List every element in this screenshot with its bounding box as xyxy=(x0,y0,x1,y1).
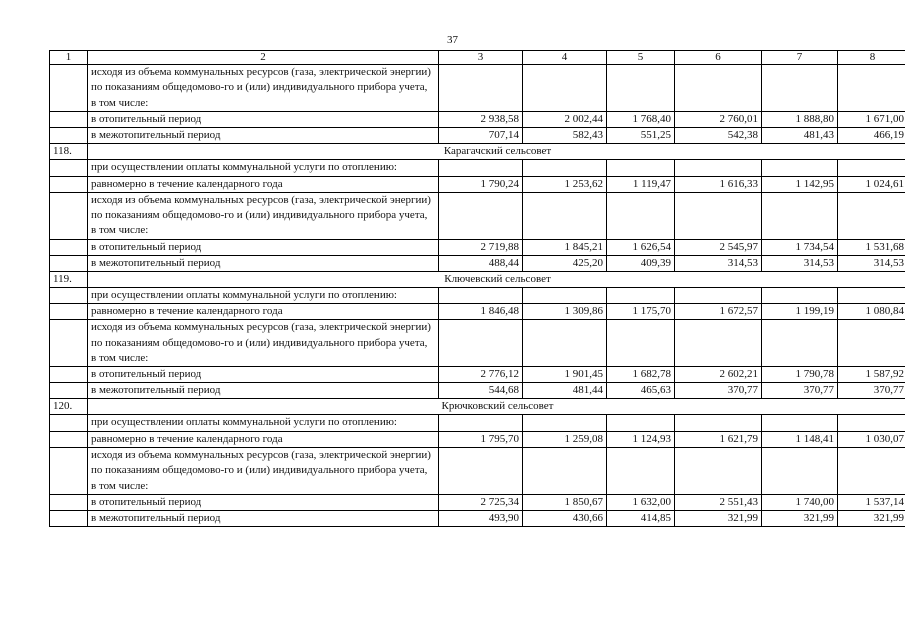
row-label: в отопительный период xyxy=(88,239,439,255)
empty-cell xyxy=(675,415,762,431)
table-row xyxy=(50,431,905,447)
value-cell: 2 602,21 xyxy=(675,367,762,383)
value-cell: 370,77 xyxy=(838,383,905,399)
column-header: 3 xyxy=(439,51,523,65)
empty-cell xyxy=(762,160,838,176)
value-cell: 1 024,61 xyxy=(838,176,905,192)
value-cell: 321,99 xyxy=(838,511,905,527)
empty-cell xyxy=(607,415,675,431)
value-cell: 481,43 xyxy=(762,128,838,144)
row-number-cell xyxy=(50,511,88,527)
row-description: при осуществлении оплаты коммунальной услуги по отоплению: xyxy=(88,287,439,303)
row-number-cell xyxy=(50,255,88,271)
table-row xyxy=(50,383,905,399)
value-cell: 1 199,19 xyxy=(762,304,838,320)
column-header: 8 xyxy=(838,51,905,65)
table-row xyxy=(50,192,905,239)
value-cell: 1 124,93 xyxy=(607,431,675,447)
section-number: 119. xyxy=(50,271,88,287)
column-header: 5 xyxy=(607,51,675,65)
table-row xyxy=(50,112,905,128)
value-cell: 1 850,67 xyxy=(523,495,607,511)
row-number-cell xyxy=(50,304,88,320)
value-cell: 1 901,45 xyxy=(523,367,607,383)
table-row xyxy=(50,320,905,367)
row-number-cell xyxy=(50,112,88,128)
empty-cell xyxy=(838,160,905,176)
value-cell: 2 725,34 xyxy=(439,495,523,511)
row-description: исходя из объема коммунальных ресурсов (газа, электрической энергии) по показаниям общедомово-го и (или) индивидуального прибора учета, в том числе: xyxy=(88,320,439,367)
value-cell: 1 309,86 xyxy=(523,304,607,320)
value-cell: 1 253,62 xyxy=(523,176,607,192)
value-cell: 1 682,78 xyxy=(607,367,675,383)
row-number-cell xyxy=(50,367,88,383)
table-row xyxy=(50,495,905,511)
table-row xyxy=(50,511,905,527)
section-name: Крючковский сельсовет xyxy=(88,399,905,415)
empty-cell xyxy=(675,447,762,494)
row-label: в отопительный период xyxy=(88,367,439,383)
value-cell: 1 531,68 xyxy=(838,239,905,255)
row-description: при осуществлении оплаты коммунальной услуги по отоплению: xyxy=(88,160,439,176)
empty-cell xyxy=(523,447,607,494)
empty-cell xyxy=(523,415,607,431)
page-number: 37 xyxy=(447,34,458,46)
section-number: 120. xyxy=(50,399,88,415)
row-number-cell xyxy=(50,128,88,144)
table-row xyxy=(50,447,905,494)
row-number-cell xyxy=(50,495,88,511)
table-row xyxy=(50,255,905,271)
empty-cell xyxy=(439,320,523,367)
empty-cell xyxy=(523,192,607,239)
empty-cell xyxy=(439,65,523,112)
value-cell: 1 030,07 xyxy=(838,431,905,447)
value-cell: 493,90 xyxy=(439,511,523,527)
row-number-cell xyxy=(50,287,88,303)
value-cell: 488,44 xyxy=(439,255,523,271)
column-header: 6 xyxy=(675,51,762,65)
empty-cell xyxy=(607,65,675,112)
table-row xyxy=(50,239,905,255)
section-header-row xyxy=(50,399,905,415)
value-cell: 481,44 xyxy=(523,383,607,399)
value-cell: 1 119,47 xyxy=(607,176,675,192)
value-cell: 1 259,08 xyxy=(523,431,607,447)
empty-cell xyxy=(762,415,838,431)
row-label: в межотопительный период xyxy=(88,128,439,144)
empty-cell xyxy=(838,65,905,112)
value-cell: 2 719,88 xyxy=(439,239,523,255)
empty-cell xyxy=(762,192,838,239)
value-cell: 314,53 xyxy=(762,255,838,271)
empty-cell xyxy=(523,65,607,112)
empty-cell xyxy=(838,447,905,494)
row-description: исходя из объема коммунальных ресурсов (газа, электрической энергии) по показаниям общедомово-го и (или) индивидуального прибора учета, в том числе: xyxy=(88,192,439,239)
section-header-row xyxy=(50,144,905,160)
value-cell: 1 080,84 xyxy=(838,304,905,320)
value-cell: 1 768,40 xyxy=(607,112,675,128)
row-description: исходя из объема коммунальных ресурсов (газа, электрической энергии) по показаниям общедомово-го и (или) индивидуального прибора учета, в том числе: xyxy=(88,65,439,112)
value-cell: 409,39 xyxy=(607,255,675,271)
value-cell: 465,63 xyxy=(607,383,675,399)
table-row xyxy=(50,176,905,192)
value-cell: 321,99 xyxy=(675,511,762,527)
empty-cell xyxy=(838,320,905,367)
empty-cell xyxy=(838,415,905,431)
value-cell: 2 551,43 xyxy=(675,495,762,511)
value-cell: 314,53 xyxy=(675,255,762,271)
table-row xyxy=(50,287,905,303)
empty-cell xyxy=(838,287,905,303)
row-label: равномерно в течение календарного года xyxy=(88,176,439,192)
row-label: в отопительный период xyxy=(88,112,439,128)
value-cell: 551,25 xyxy=(607,128,675,144)
value-cell: 314,53 xyxy=(838,255,905,271)
value-cell: 430,66 xyxy=(523,511,607,527)
empty-cell xyxy=(762,320,838,367)
value-cell: 1 671,00 xyxy=(838,112,905,128)
value-cell: 370,77 xyxy=(762,383,838,399)
tariff-table xyxy=(49,50,905,527)
empty-cell xyxy=(607,320,675,367)
value-cell: 1 734,54 xyxy=(762,239,838,255)
value-cell: 1 587,92 xyxy=(838,367,905,383)
row-label: в отопительный период xyxy=(88,495,439,511)
value-cell: 2 776,12 xyxy=(439,367,523,383)
value-cell: 1 148,41 xyxy=(762,431,838,447)
section-header-row xyxy=(50,271,905,287)
value-cell: 321,99 xyxy=(762,511,838,527)
row-label: в межотопительный период xyxy=(88,255,439,271)
empty-cell xyxy=(675,160,762,176)
value-cell: 1 142,95 xyxy=(762,176,838,192)
row-number-cell xyxy=(50,65,88,112)
table-row xyxy=(50,367,905,383)
value-cell: 1 626,54 xyxy=(607,239,675,255)
value-cell: 1 632,00 xyxy=(607,495,675,511)
row-number-cell xyxy=(50,383,88,399)
value-cell: 2 760,01 xyxy=(675,112,762,128)
column-header: 1 xyxy=(50,51,88,65)
empty-cell xyxy=(762,287,838,303)
value-cell: 707,14 xyxy=(439,128,523,144)
value-cell: 1 672,57 xyxy=(675,304,762,320)
empty-cell xyxy=(607,447,675,494)
empty-cell xyxy=(762,65,838,112)
row-number-cell xyxy=(50,192,88,239)
value-cell: 370,77 xyxy=(675,383,762,399)
value-cell: 1 845,21 xyxy=(523,239,607,255)
row-label: равномерно в течение календарного года xyxy=(88,431,439,447)
value-cell: 1 795,70 xyxy=(439,431,523,447)
value-cell: 2 938,58 xyxy=(439,112,523,128)
value-cell: 1 621,79 xyxy=(675,431,762,447)
empty-cell xyxy=(675,287,762,303)
empty-cell xyxy=(523,320,607,367)
value-cell: 425,20 xyxy=(523,255,607,271)
table-row xyxy=(50,65,905,112)
column-header-row xyxy=(50,51,905,65)
value-cell: 582,43 xyxy=(523,128,607,144)
table-row xyxy=(50,304,905,320)
empty-cell xyxy=(607,192,675,239)
row-number-cell xyxy=(50,431,88,447)
row-label: в межотопительный период xyxy=(88,511,439,527)
value-cell: 1 888,80 xyxy=(762,112,838,128)
empty-cell xyxy=(607,287,675,303)
row-label: в межотопительный период xyxy=(88,383,439,399)
column-header: 7 xyxy=(762,51,838,65)
section-number: 118. xyxy=(50,144,88,160)
row-label: равномерно в течение календарного года xyxy=(88,304,439,320)
value-cell: 1 537,14 xyxy=(838,495,905,511)
value-cell: 1 175,70 xyxy=(607,304,675,320)
row-number-cell xyxy=(50,239,88,255)
row-number-cell xyxy=(50,176,88,192)
row-number-cell xyxy=(50,320,88,367)
empty-cell xyxy=(439,447,523,494)
value-cell: 1 790,24 xyxy=(439,176,523,192)
table-row xyxy=(50,128,905,144)
empty-cell xyxy=(439,287,523,303)
empty-cell xyxy=(439,192,523,239)
value-cell: 2 545,97 xyxy=(675,239,762,255)
value-cell: 542,38 xyxy=(675,128,762,144)
row-description: исходя из объема коммунальных ресурсов (газа, электрической энергии) по показаниям общедомово-го и (или) индивидуального прибора учета, в том числе: xyxy=(88,447,439,494)
empty-cell xyxy=(838,192,905,239)
value-cell: 414,85 xyxy=(607,511,675,527)
empty-cell xyxy=(439,160,523,176)
value-cell: 466,19 xyxy=(838,128,905,144)
row-number-cell xyxy=(50,447,88,494)
empty-cell xyxy=(675,65,762,112)
empty-cell xyxy=(523,160,607,176)
row-description: при осуществлении оплаты коммунальной услуги по отоплению: xyxy=(88,415,439,431)
section-name: Карагачский сельсовет xyxy=(88,144,905,160)
value-cell: 2 002,44 xyxy=(523,112,607,128)
section-name: Ключевский сельсовет xyxy=(88,271,905,287)
empty-cell xyxy=(439,415,523,431)
empty-cell xyxy=(675,320,762,367)
value-cell: 1 616,33 xyxy=(675,176,762,192)
value-cell: 1 790,78 xyxy=(762,367,838,383)
column-header: 2 xyxy=(88,51,439,65)
value-cell: 1 740,00 xyxy=(762,495,838,511)
empty-cell xyxy=(607,160,675,176)
empty-cell xyxy=(762,447,838,494)
empty-cell xyxy=(675,192,762,239)
empty-cell xyxy=(523,287,607,303)
table-row xyxy=(50,415,905,431)
row-number-cell xyxy=(50,160,88,176)
value-cell: 1 846,48 xyxy=(439,304,523,320)
row-number-cell xyxy=(50,415,88,431)
table-row xyxy=(50,160,905,176)
value-cell: 544,68 xyxy=(439,383,523,399)
column-header: 4 xyxy=(523,51,607,65)
